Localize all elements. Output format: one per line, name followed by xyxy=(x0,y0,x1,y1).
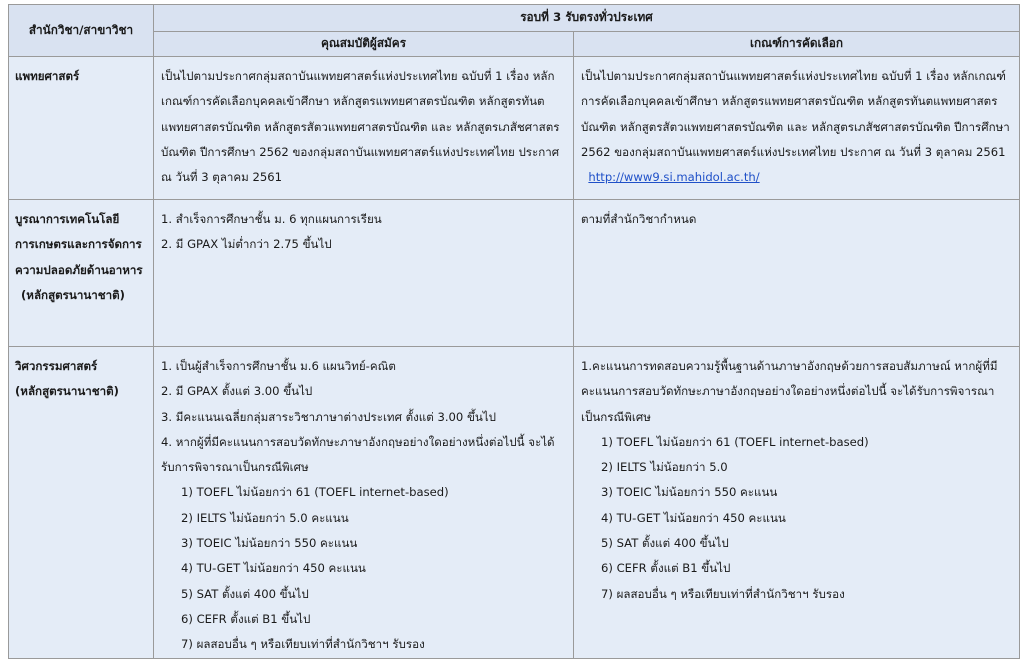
criteria-item: 1.คะแนนการทดสอบความรู้พื้นฐานด้านภาษาอังกฤษด้วยการสอบสัมภาษณ์ หากผู้ที่มีคะแนนการสอบวัดทักษะภาษาอังกฤษอย่างใดอย่างหนึ่งต่อไปนี้ จะได้รับการพิจารณาเป็นกรณีพิเศษ xyxy=(581,359,998,424)
table-row xyxy=(9,200,1020,347)
faculty-name: แพทยศาสตร์ xyxy=(15,69,80,83)
criteria-text-body: เป็นไปตามประกาศกลุ่มสถาบันแพทยศาสตร์แห่งประเทศไทย ฉบับที่ 1 เรื่อง หลักเกณฑ์การคัดเลือกบุคคลเข้าศึกษา หลักสูตรแพทยศาสตรบัณฑิต หลักสูตรทันตแพทยศาสตรบัณฑิต หลักสูตรสัตวแพทยศาสตรบัณฑิต และ หลักสูตรเภสัชศาสตรบัณฑิต ปีการศึกษา 2562 ของกลุ่มสถาบันแพทยศาสตร์แห่งประเทศไทย ประกาศ ณ วันที่ 3 ตุลาคม 2561 xyxy=(581,69,1010,159)
qualification-item: 1. เป็นผู้สำเร็จการศึกษาชั้น ม.6 แผนวิทย์-คณิต xyxy=(161,359,396,373)
qualifications-cell xyxy=(154,200,574,347)
faculty-name: บูรณาการเทคโนโลยีการเกษตรและการจัดการความปลอดภัยด้านอาหาร xyxy=(15,212,143,277)
criteria-subitem: 6) CEFR ตั้งแต่ B1 ขึ้นไป xyxy=(601,561,731,576)
criteria-subitem: 3) TOEIC ไม่น้อยกว่า 550 คะแนน xyxy=(601,485,778,500)
header-criteria: เกณฑ์การคัดเลือก xyxy=(574,31,1020,56)
qualification-subitem: 4) TU-GET ไม่น้อยกว่า 450 คะแนน xyxy=(181,561,366,576)
criteria-subitem: 5) SAT ตั้งแต่ 400 ขึ้นไป xyxy=(601,536,729,551)
criteria-cell xyxy=(574,347,1020,659)
criteria-subitem: 1) TOEFL ไม่น้อยกว่า 61 (TOEFL internet-based) xyxy=(601,434,869,449)
mahidol-link[interactable]: http://www9.si.mahidol.ac.th/ xyxy=(588,170,760,185)
criteria-text xyxy=(581,64,1011,190)
header-qualifications: คุณสมบัติผู้สมัคร xyxy=(154,31,574,56)
qualification-subitem: 6) CEFR ตั้งแต่ B1 ขึ้นไป xyxy=(181,611,311,626)
header-round: รอบที่ 3 รับตรงทั่วประเทศ xyxy=(154,5,1020,32)
qualification-subitem: 3) TOEIC ไม่น้อยกว่า 550 คะแนน xyxy=(181,536,358,551)
criteria-cell xyxy=(574,200,1020,347)
qualification-text: เป็นไปตามประกาศกลุ่มสถาบันแพทยศาสตร์แห่งประเทศไทย ฉบับที่ 1 เรื่อง หลักเกณฑ์การคัดเลือกบุคคลเข้าศึกษา หลักสูตรแพทยศาสตรบัณฑิต หลักสูตรทันตแพทยศาสตรบัณฑิต หลักสูตรสัตวแพทยศาสตรบัณฑิต และ หลักสูตรเภสัชศาสตรบัณฑิต ปีการศึกษา 2562 ของกลุ่มสถาบันแพทยศาสตร์แห่งประเทศไทย ประกาศ ณ วันที่ 3 ตุลาคม 2561 xyxy=(161,69,560,185)
table-row xyxy=(9,57,1020,200)
criteria-subitem: 7) ผลสอบอื่น ๆ หรือเทียบเท่าที่สำนักวิชาฯ รับรอง xyxy=(601,586,845,601)
faculty-program-type: (หลักสูตรนานาชาติ) xyxy=(15,384,119,399)
qualification-item: 2. มี GPAX ไม่ต่ำกว่า 2.75 ขึ้นไป xyxy=(161,237,332,252)
criteria-subitem: 2) IELTS ไม่น้อยกว่า 5.0 xyxy=(601,460,728,475)
admission-table xyxy=(8,4,1020,659)
header-faculty: สำนักวิชา/สาขาวิชา xyxy=(9,5,154,57)
qualifications-cell xyxy=(154,57,574,200)
table-row xyxy=(9,347,1020,659)
qualification-item: 1. สำเร็จการศึกษาชั้น ม. 6 ทุกแผนการเรียน xyxy=(161,212,382,226)
criteria-subitem: 4) TU-GET ไม่น้อยกว่า 450 คะแนน xyxy=(601,510,786,525)
qualification-subitem: 2) IELTS ไม่น้อยกว่า 5.0 คะแนน xyxy=(181,510,349,525)
qualification-subitem: 1) TOEFL ไม่น้อยกว่า 61 (TOEFL internet-based) xyxy=(181,485,449,500)
faculty-name: วิศวกรรมศาสตร์ xyxy=(15,359,98,373)
qualifications-cell xyxy=(154,347,574,659)
qualification-item: 2. มี GPAX ตั้งแต่ 3.00 ขึ้นไป xyxy=(161,384,313,399)
qualification-item: 4. หากผู้ที่มีคะแนนการสอบวัดทักษะภาษาอังกฤษอย่างใดอย่างหนึ่งต่อไปนี้ จะได้รับการพิจารณาเป็นกรณีพิเศษ xyxy=(161,434,555,475)
qualification-item: 3. มีคะแนนเฉลี่ยกลุ่มสาระวิชาภาษาต่างประเทศ ตั้งแต่ 3.00 ขึ้นไป xyxy=(161,409,497,424)
faculty-program-type: (หลักสูตรนานาชาติ) xyxy=(21,287,125,302)
qualification-subitem: 5) SAT ตั้งแต่ 400 ขึ้นไป xyxy=(181,586,309,601)
qualification-subitem: 7) ผลสอบอื่น ๆ หรือเทียบเท่าที่สำนักวิชาฯ รับรอง xyxy=(181,637,425,652)
criteria-item: ตามที่สำนักวิชากำหนด xyxy=(581,212,697,226)
faculty-cell xyxy=(9,347,154,659)
criteria-cell xyxy=(574,57,1020,200)
faculty-cell xyxy=(9,57,154,200)
faculty-cell xyxy=(9,200,154,347)
